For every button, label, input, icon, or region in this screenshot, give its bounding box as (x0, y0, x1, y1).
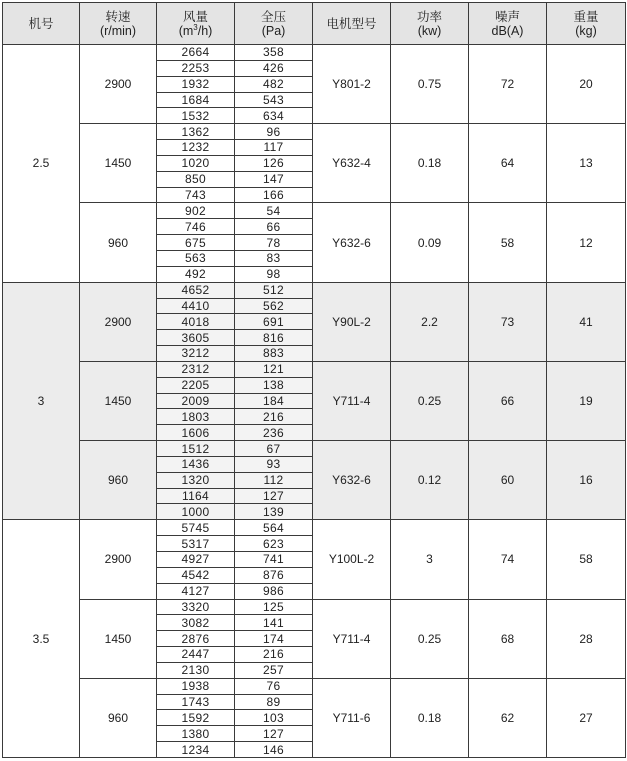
pressure-cell: 126 (235, 155, 313, 171)
noise-cell: 68 (469, 599, 547, 678)
header-machine-number: 机号 (3, 3, 80, 45)
table-row (3, 124, 626, 140)
speed-cell: 960 (80, 678, 157, 757)
header-speed: 转速 (r/min) (80, 3, 157, 45)
table-body (3, 45, 626, 758)
airflow-cell: 902 (157, 203, 235, 219)
motor-model-cell: Y711-6 (313, 678, 391, 757)
power-cell: 2.2 (391, 282, 469, 361)
airflow-cell: 1606 (157, 425, 235, 441)
table-row (3, 45, 626, 61)
pressure-cell: 54 (235, 203, 313, 219)
airflow-cell: 5745 (157, 520, 235, 536)
speed-cell: 1450 (80, 599, 157, 678)
header-power: 功率 (kw) (391, 3, 469, 45)
speed-cell: 2900 (80, 45, 157, 124)
pressure-cell: 96 (235, 124, 313, 140)
pressure-cell: 166 (235, 187, 313, 203)
pressure-cell: 562 (235, 298, 313, 314)
power-cell: 0.12 (391, 441, 469, 520)
airflow-cell: 1938 (157, 678, 235, 694)
table-row (3, 282, 626, 298)
header-motor-model: 电机型号 (313, 3, 391, 45)
pressure-cell: 125 (235, 599, 313, 615)
pressure-cell: 83 (235, 250, 313, 266)
airflow-cell: 4927 (157, 552, 235, 568)
noise-cell: 73 (469, 282, 547, 361)
machine-number-cell: 3.5 (3, 520, 80, 758)
airflow-cell: 2253 (157, 60, 235, 76)
weight-cell: 58 (547, 520, 626, 599)
power-cell: 0.18 (391, 124, 469, 203)
airflow-cell: 1164 (157, 488, 235, 504)
airflow-cell: 1803 (157, 409, 235, 425)
pressure-cell: 564 (235, 520, 313, 536)
machine-number-cell: 2.5 (3, 45, 80, 283)
pressure-cell: 426 (235, 60, 313, 76)
airflow-cell: 4652 (157, 282, 235, 298)
pressure-cell: 78 (235, 235, 313, 251)
noise-cell: 62 (469, 678, 547, 757)
power-cell: 0.75 (391, 45, 469, 124)
pressure-cell: 76 (235, 678, 313, 694)
airflow-cell: 3605 (157, 330, 235, 346)
pressure-cell: 741 (235, 552, 313, 568)
pressure-cell: 216 (235, 647, 313, 663)
speed-cell: 1450 (80, 361, 157, 440)
airflow-cell: 1320 (157, 472, 235, 488)
noise-cell: 64 (469, 124, 547, 203)
airflow-cell: 743 (157, 187, 235, 203)
airflow-cell: 2205 (157, 377, 235, 393)
airflow-cell: 3212 (157, 346, 235, 362)
table-row (3, 203, 626, 219)
pressure-cell: 634 (235, 108, 313, 124)
pressure-cell: 236 (235, 425, 313, 441)
table-row (3, 678, 626, 694)
airflow-cell: 2312 (157, 361, 235, 377)
airflow-cell: 563 (157, 250, 235, 266)
pressure-cell: 216 (235, 409, 313, 425)
pressure-cell: 89 (235, 694, 313, 710)
noise-cell: 72 (469, 45, 547, 124)
fan-performance-table (2, 2, 626, 758)
pressure-cell: 127 (235, 726, 313, 742)
table-row (3, 441, 626, 457)
motor-model-cell: Y632-4 (313, 124, 391, 203)
weight-cell: 13 (547, 124, 626, 203)
table-row (3, 599, 626, 615)
airflow-cell: 1234 (157, 742, 235, 758)
airflow-cell: 2009 (157, 393, 235, 409)
motor-model-cell: Y632-6 (313, 203, 391, 282)
pressure-cell: 691 (235, 314, 313, 330)
pressure-cell: 816 (235, 330, 313, 346)
motor-model-cell: Y801-2 (313, 45, 391, 124)
header-weight: 重量 (kg) (547, 3, 626, 45)
table-row (3, 361, 626, 377)
machine-number-cell: 3 (3, 282, 80, 520)
speed-cell: 2900 (80, 520, 157, 599)
airflow-cell: 1380 (157, 726, 235, 742)
weight-cell: 27 (547, 678, 626, 757)
airflow-cell: 2876 (157, 631, 235, 647)
pressure-cell: 184 (235, 393, 313, 409)
airflow-cell: 1512 (157, 441, 235, 457)
power-cell: 0.18 (391, 678, 469, 757)
pressure-cell: 147 (235, 171, 313, 187)
airflow-cell: 2130 (157, 662, 235, 678)
airflow-cell: 1743 (157, 694, 235, 710)
pressure-cell: 512 (235, 282, 313, 298)
pressure-cell: 257 (235, 662, 313, 678)
motor-model-cell: Y100L-2 (313, 520, 391, 599)
motor-model-cell: Y711-4 (313, 599, 391, 678)
speed-cell: 2900 (80, 282, 157, 361)
pressure-cell: 883 (235, 346, 313, 362)
pressure-cell: 66 (235, 219, 313, 235)
noise-cell: 74 (469, 520, 547, 599)
speed-cell: 1450 (80, 124, 157, 203)
motor-model-cell: Y632-6 (313, 441, 391, 520)
pressure-cell: 876 (235, 567, 313, 583)
pressure-cell: 146 (235, 742, 313, 758)
weight-cell: 41 (547, 282, 626, 361)
airflow-cell: 4410 (157, 298, 235, 314)
header-row (3, 3, 626, 45)
table-row (3, 520, 626, 536)
airflow-cell: 675 (157, 235, 235, 251)
pressure-cell: 986 (235, 583, 313, 599)
pressure-cell: 543 (235, 92, 313, 108)
airflow-cell: 5317 (157, 536, 235, 552)
airflow-cell: 1020 (157, 155, 235, 171)
airflow-cell: 1932 (157, 76, 235, 92)
weight-cell: 19 (547, 361, 626, 440)
header-total-pressure: 全压 (Pa) (235, 3, 313, 45)
power-cell: 3 (391, 520, 469, 599)
motor-model-cell: Y90L-2 (313, 282, 391, 361)
pressure-cell: 98 (235, 266, 313, 282)
airflow-cell: 746 (157, 219, 235, 235)
power-cell: 0.25 (391, 599, 469, 678)
airflow-cell: 1592 (157, 710, 235, 726)
airflow-cell: 1532 (157, 108, 235, 124)
noise-cell: 60 (469, 441, 547, 520)
airflow-cell: 1232 (157, 140, 235, 156)
weight-cell: 28 (547, 599, 626, 678)
pressure-cell: 112 (235, 472, 313, 488)
weight-cell: 12 (547, 203, 626, 282)
pressure-cell: 358 (235, 45, 313, 61)
header-airflow: 风量 $(m^3/h)$ (157, 3, 235, 45)
airflow-cell: 850 (157, 171, 235, 187)
pressure-cell: 93 (235, 456, 313, 472)
airflow-cell: 1684 (157, 92, 235, 108)
airflow-cell: 3320 (157, 599, 235, 615)
speed-cell: 960 (80, 441, 157, 520)
header-noise: 噪声 dB(A) (469, 3, 547, 45)
pressure-cell: 138 (235, 377, 313, 393)
pressure-cell: 623 (235, 536, 313, 552)
airflow-cell: 1362 (157, 124, 235, 140)
pressure-cell: 174 (235, 631, 313, 647)
power-cell: 0.09 (391, 203, 469, 282)
airflow-cell: 4542 (157, 567, 235, 583)
motor-model-cell: Y711-4 (313, 361, 391, 440)
airflow-cell: 2664 (157, 45, 235, 61)
pressure-cell: 117 (235, 140, 313, 156)
airflow-cell: 3082 (157, 615, 235, 631)
pressure-cell: 103 (235, 710, 313, 726)
pressure-cell: 67 (235, 441, 313, 457)
pressure-cell: 139 (235, 504, 313, 520)
pressure-cell: 121 (235, 361, 313, 377)
weight-cell: 16 (547, 441, 626, 520)
airflow-cell: 492 (157, 266, 235, 282)
pressure-cell: 127 (235, 488, 313, 504)
noise-cell: 66 (469, 361, 547, 440)
speed-cell: 960 (80, 203, 157, 282)
airflow-cell: 4127 (157, 583, 235, 599)
power-cell: 0.25 (391, 361, 469, 440)
pressure-cell: 141 (235, 615, 313, 631)
pressure-cell: 482 (235, 76, 313, 92)
airflow-cell: 1000 (157, 504, 235, 520)
airflow-cell: 4018 (157, 314, 235, 330)
weight-cell: 20 (547, 45, 626, 124)
airflow-cell: 2447 (157, 647, 235, 663)
airflow-cell: 1436 (157, 456, 235, 472)
noise-cell: 58 (469, 203, 547, 282)
